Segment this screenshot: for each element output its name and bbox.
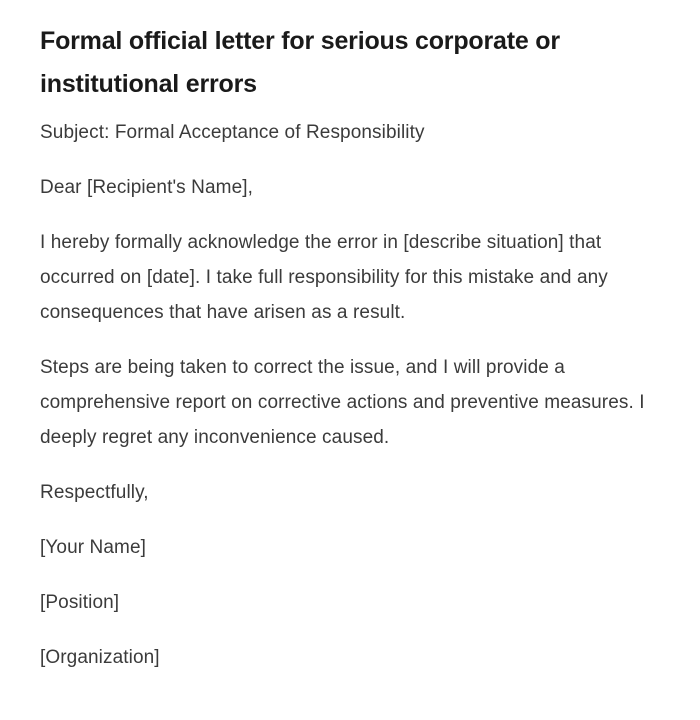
salutation-line: Dear [Recipient's Name], <box>40 177 253 198</box>
signature-organization-placeholder: [Organization] <box>40 647 160 668</box>
closing-line: Respectfully, <box>40 482 149 503</box>
subject-line: Subject: Formal Acceptance of Responsibility <box>40 122 425 143</box>
signature-name-placeholder: [Your Name] <box>40 537 147 558</box>
body-paragraph-2: Steps are being taken to correct the issue, and I will provide a comprehensive report on corrective actions and preventive measures. I deeply regret any inconvenience caused. <box>40 357 645 448</box>
signature-position-placeholder: [Position] <box>40 592 120 613</box>
body-paragraph-1: I hereby formally acknowledge the error in [describe situation] that occurred on [date]. I take full responsibility for this mistake and any consequences that have arisen as a result. <box>40 232 608 323</box>
page-title: Formal official letter for serious corporate or institutional errors <box>40 27 560 98</box>
